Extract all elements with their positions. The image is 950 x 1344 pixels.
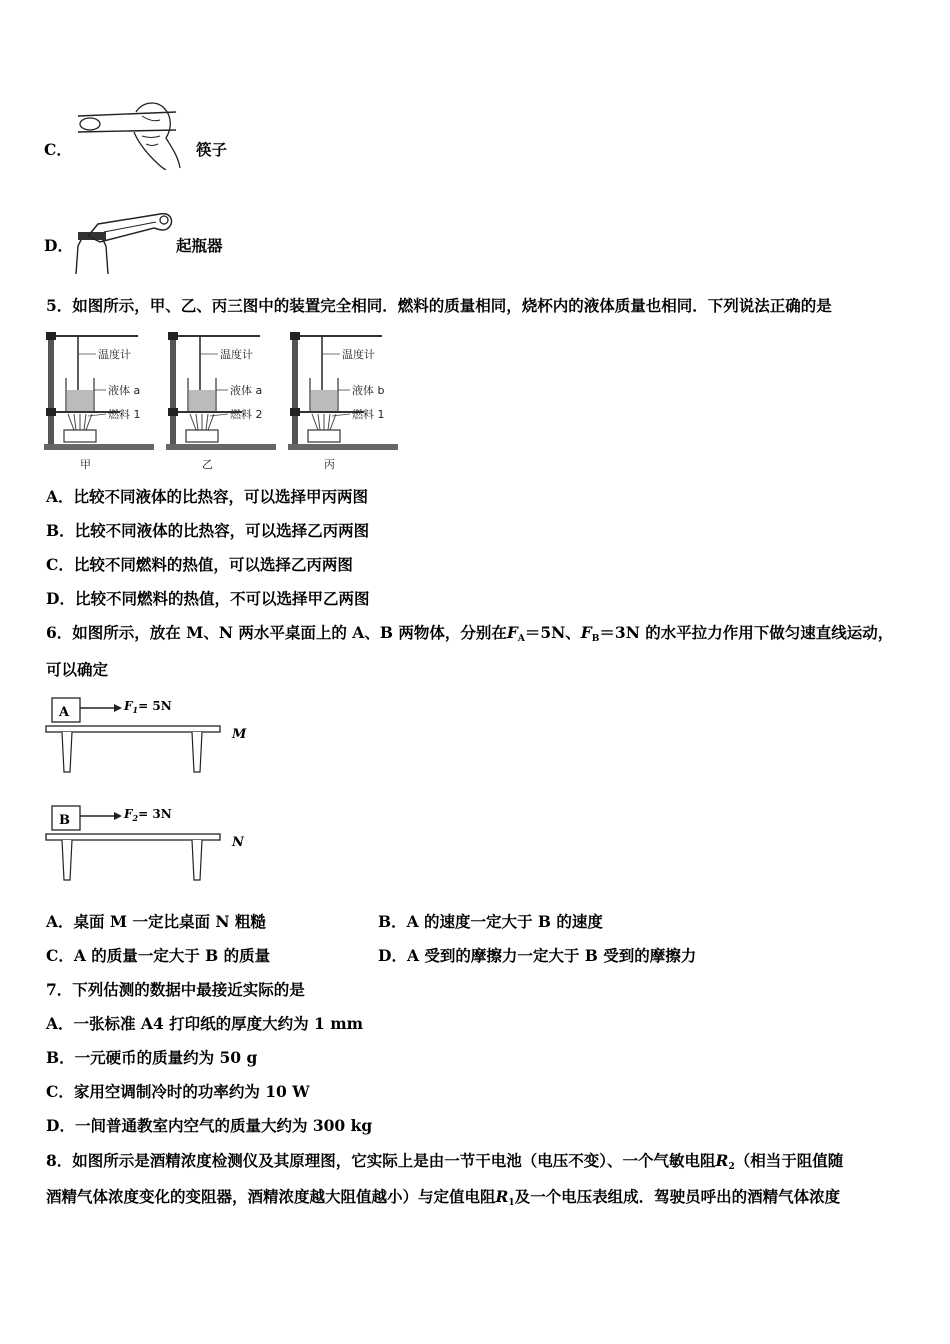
- q7-option-a: A．一张标准 A4 打印纸的厚度大约为 1 mm: [46, 1014, 364, 1033]
- fb-subscript: B: [591, 634, 600, 644]
- q5-option-c: C．比较不同燃料的热值，可以选择乙丙两图: [46, 555, 353, 574]
- option-d-text: 起瓶器: [176, 236, 223, 255]
- question-8-line2: [46, 1187, 840, 1213]
- caption-jia: 甲: [80, 458, 91, 471]
- q5-option-d: D．比较不同燃料的热值，不可以选择甲乙两图: [46, 589, 370, 608]
- setup-yi: [166, 332, 276, 471]
- table-n-label: N: [232, 835, 244, 850]
- option-c-text: 筷子: [196, 140, 228, 159]
- q7-option-c: C．家用空调制冷时的功率约为 10 W: [46, 1082, 310, 1101]
- question-6-stem-line2: 可以确定: [46, 660, 109, 679]
- question-6-stem: [46, 623, 893, 649]
- q5-option-b: B．比较不同液体的比热容，可以选择乙丙两图: [46, 521, 370, 540]
- setup-bing: [288, 332, 398, 471]
- caption-bing: 丙: [324, 458, 335, 471]
- q8-line1-b: （相当于阻值随: [734, 1151, 844, 1170]
- question-7-stem: 7．下列估测的数据中最接近实际的是: [46, 980, 305, 999]
- force-2-value: = 3N: [138, 807, 172, 821]
- heating-setups-figure: [44, 326, 404, 476]
- question-5-stem: 5．如图所示，甲、乙、丙三图中的装置完全相同．燃料的质量相同，烧杯内的液体质量也相同．下列说法正确的是: [46, 296, 832, 315]
- option-c-letter: C．: [44, 140, 72, 159]
- liquid-label-bing: 液体 b: [352, 384, 385, 397]
- q7-option-b: B．一元硬币的质量约为 50 g: [46, 1048, 258, 1067]
- q6-option-b: B．A 的速度一定大于 B 的速度: [378, 912, 603, 931]
- table-m-figure: [44, 692, 264, 778]
- r1-subscript: 1: [508, 1198, 515, 1208]
- force-1-subscript: 1: [132, 705, 139, 715]
- r1-symbol: R: [495, 1187, 509, 1206]
- q7-option-d: D．一间普通教室内空气的质量大约为 300 kg: [46, 1116, 373, 1135]
- force-1-value: = 5N: [138, 699, 172, 713]
- fa-value: ＝5N、: [524, 623, 581, 642]
- fb-value: ＝3N 的水平拉力作用下做匀速直线运动，: [599, 623, 894, 642]
- liquid-label-jia: 液体 a: [108, 384, 141, 397]
- table-m-label: M: [232, 727, 247, 742]
- q6-option-c: C．A 的质量一定大于 B 的质量: [46, 946, 271, 965]
- svg-text:F2= 3N: [123, 807, 172, 823]
- block-b-label: B: [59, 813, 70, 828]
- fa-symbol: F: [506, 623, 518, 642]
- q8-line2-b: 及一个电压表组成．驾驶员呼出的酒精气体浓度: [514, 1187, 841, 1206]
- thermometer-label-jia: 温度计: [98, 348, 131, 361]
- q5-option-a: A．比较不同液体的比热容，可以选择甲丙两图: [46, 487, 369, 506]
- force-2-subscript: 2: [132, 813, 139, 823]
- thermometer-label-yi: 温度计: [220, 348, 253, 361]
- fuel-label-jia: 燃料 1: [108, 408, 141, 421]
- force-1-symbol: F: [124, 699, 133, 713]
- question-8-line1: [46, 1151, 843, 1177]
- thermometer-label-bing: 温度计: [342, 348, 375, 361]
- q6-stem-part1: 6．如图所示，放在 M、N 两水平桌面上的 A、B 两物体，分别在: [46, 623, 507, 642]
- r2-symbol: R: [715, 1151, 729, 1170]
- liquid-label-yi: 液体 a: [230, 384, 263, 397]
- bottle-opener-illustration: [68, 206, 178, 274]
- q8-line2-a: 酒精气体浓度变化的变阻器，酒精浓度越大阻值越小）与定值电阻: [46, 1187, 496, 1206]
- block-a-label: A: [59, 705, 70, 720]
- fuel-label-yi: 燃料 2: [230, 408, 263, 421]
- fuel-label-bing: 燃料 1: [352, 408, 385, 421]
- fa-subscript: A: [517, 634, 525, 644]
- table-n-figure: [44, 800, 264, 886]
- setup-jia: [44, 332, 154, 471]
- svg-text:F1= 5N: [123, 699, 172, 715]
- fb-symbol: F: [580, 623, 592, 642]
- option-d-letter: D．: [44, 236, 73, 255]
- r2-subscript: 2: [728, 1162, 735, 1172]
- force-2-symbol: F: [124, 807, 133, 821]
- caption-yi: 乙: [202, 458, 213, 471]
- q8-line1-a: 8．如图所示是酒精浓度检测仪及其原理图，它实际上是由一节干电池（电压不变）、一个气敏电阻: [46, 1151, 716, 1170]
- chopsticks-illustration: [76, 98, 186, 170]
- q6-option-a: A．桌面 M 一定比桌面 N 粗糙: [46, 912, 266, 931]
- q6-option-d: D．A 受到的摩擦力一定大于 B 受到的摩擦力: [378, 946, 697, 965]
